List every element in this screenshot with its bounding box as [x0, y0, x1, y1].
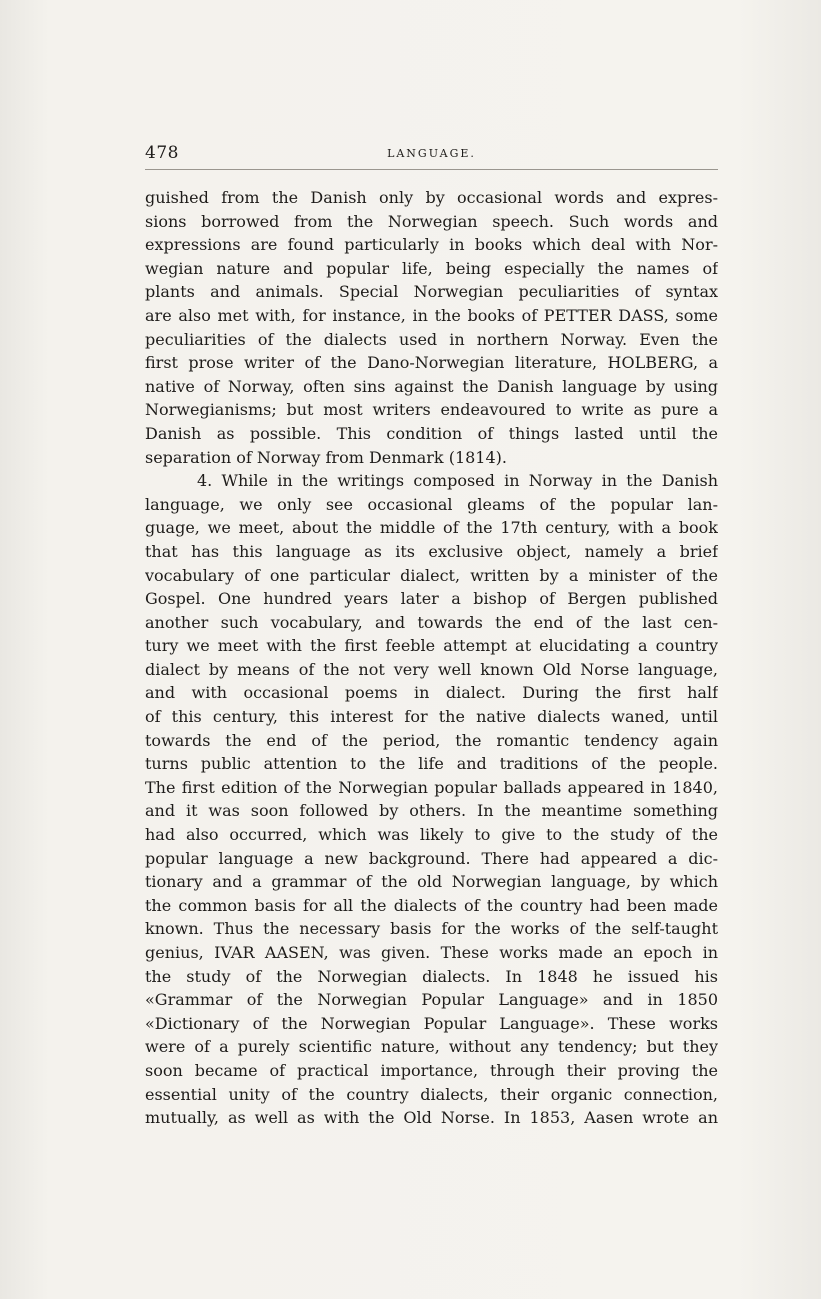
- text-line: sions borrowed from the Norwegian speech. Such words and: [145, 211, 718, 231]
- text-line: mutually, as well as with the Old Norse. In 1853, Aasen wrote an: [145, 1108, 718, 1128]
- text-line: soon became of practical importance, through their proving the: [145, 1060, 718, 1080]
- text-line: the common basis for all the dialects of the country had been made: [145, 895, 718, 915]
- text-line: separation of Norway from Denmark (1814).: [145, 447, 507, 467]
- body-text: [145, 186, 718, 1130]
- text-line: native of Norway, often sins against the Danish language by using: [145, 376, 718, 396]
- text-line: the study of the Norwegian dialects. In 1848 he issued his: [145, 966, 718, 986]
- text-line: expressions are found particularly in books which deal with Nor-: [145, 235, 718, 255]
- text-line: guished from the Danish only by occasional words and expres-: [145, 188, 718, 207]
- text-line: tionary and a grammar of the old Norwegian language, by which: [145, 872, 718, 892]
- text-line: are also met with, for instance, in the books of PETTER DASS, some: [145, 305, 718, 325]
- text-line: first prose writer of the Dano-Norwegian literature, HOLBERG, a: [145, 353, 718, 373]
- page-number: 478: [145, 143, 179, 163]
- text-line: essential unity of the country dialects, their organic connection,: [145, 1084, 718, 1104]
- text-line: had also occurred, which was likely to give to the study of the: [145, 825, 718, 845]
- text-line: towards the end of the period, the romantic tendency again: [145, 730, 718, 750]
- text-line: were of a purely scientific nature, without any tendency; but they: [145, 1037, 718, 1057]
- text-line: vocabulary of one particular dialect, written by a minister of the: [145, 565, 718, 585]
- text-line: and it was soon followed by others. In the meantime something: [145, 801, 718, 821]
- text-line: known. Thus the necessary basis for the works of the self-taught: [145, 919, 718, 939]
- text-line: and with occasional poems in dialect. During the first half: [145, 683, 718, 703]
- text-line: «Dictionary of the Norwegian Popular Language». These works: [145, 1013, 718, 1033]
- text-line: dialect by means of the not very well known Old Norse language,: [145, 659, 718, 679]
- text-line: genius, IVAR AASEN, was given. These works made an epoch in: [145, 943, 718, 962]
- text-line: peculiarities of the dialects used in northern Norway. Even the: [145, 329, 718, 349]
- text-line: Gospel. One hundred years later a bishop of Bergen published: [145, 589, 718, 609]
- text-line: language, we only see occasional gleams of the popular lan-: [145, 494, 718, 514]
- text-line: plants and animals. Special Norwegian peculiarities of syntax: [145, 282, 718, 302]
- paragraph-first-line: 4. While in the writings composed in Norway in the Danish: [197, 471, 718, 491]
- text-line: tury we meet with the first feeble attempt at elucidating a country: [145, 636, 718, 656]
- page-header: [145, 143, 718, 170]
- text-line: turns public attention to the life and traditions of the people.: [145, 754, 718, 774]
- text-line: The first edition of the Norwegian popular ballads appeared in 1840,: [145, 777, 718, 797]
- text-line: Norwegianisms; but most writers endeavoured to write as pure a: [145, 400, 718, 420]
- text-line: that has this language as its exclusive object, namely a brief: [145, 541, 718, 561]
- text-line: popular language a new background. There had appeared a dic-: [145, 848, 718, 868]
- text-line: of this century, this interest for the native dialects waned, until: [145, 707, 718, 727]
- text-line: another such vocabulary, and towards the end of the last cen-: [145, 612, 718, 632]
- text-line: Danish as possible. This condition of things lasted until the: [145, 423, 718, 443]
- text-line: wegian nature and popular life, being especially the names of: [145, 258, 718, 278]
- text-line: «Grammar of the Norwegian Popular Language» and in 1850: [145, 990, 718, 1010]
- text-line: guage, we meet, about the middle of the 17th century, with a book: [145, 518, 718, 538]
- running-head: LANGUAGE.: [387, 147, 476, 160]
